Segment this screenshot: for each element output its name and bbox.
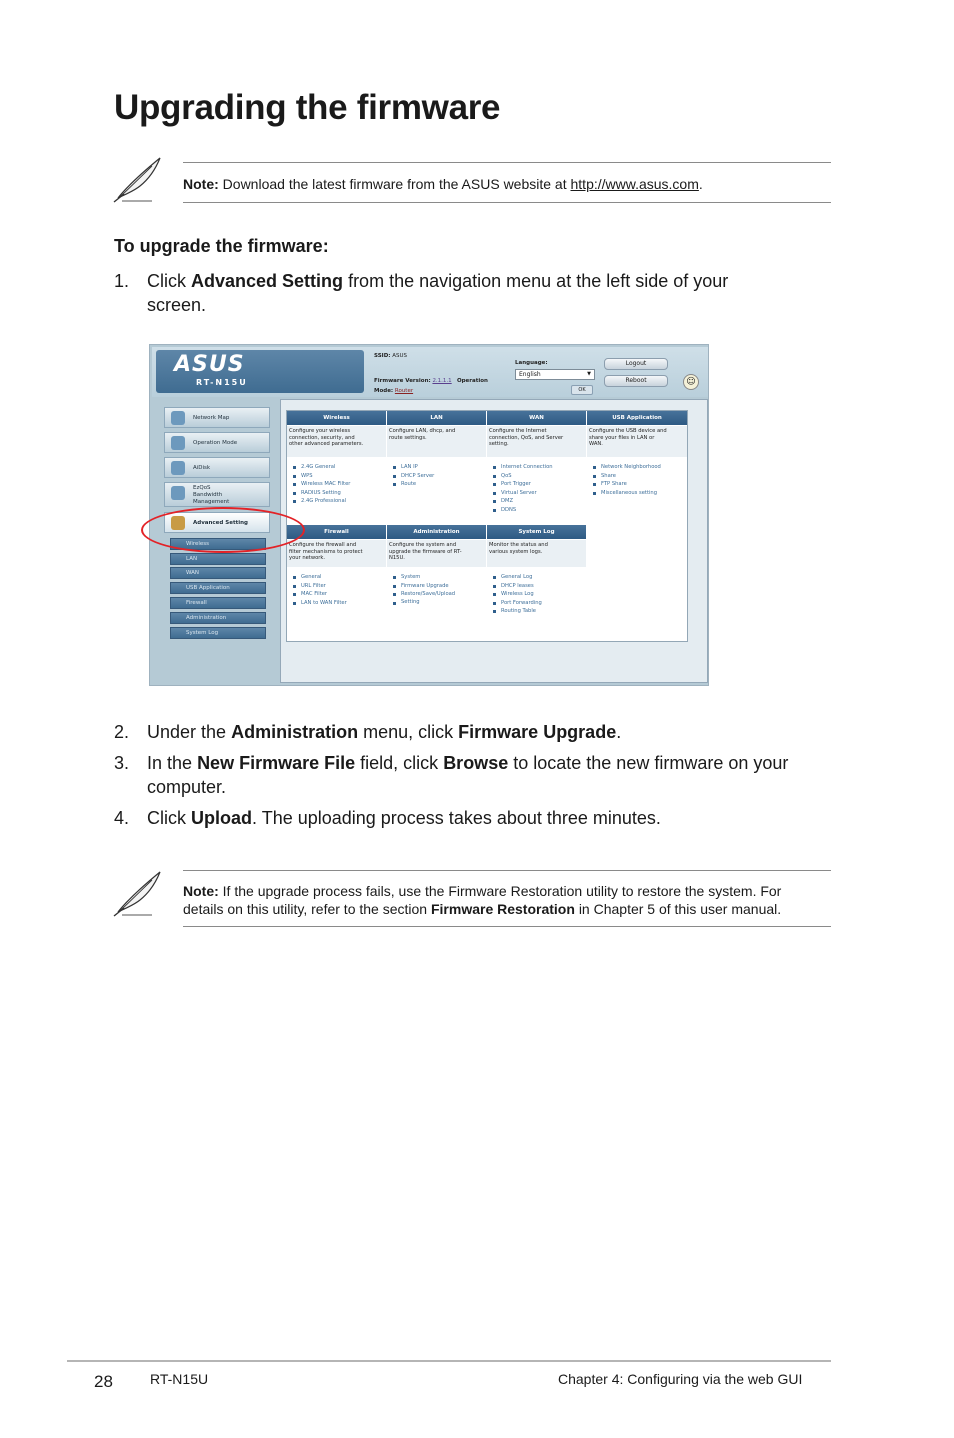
column-head-wireless[interactable]: Wireless <box>287 411 386 425</box>
list-item[interactable]: Port Trigger <box>491 480 583 489</box>
sidebar-item-aidisk[interactable]: AiDisk <box>164 457 270 478</box>
sidebar-item-advanced-setting[interactable]: Advanced Setting <box>164 512 270 533</box>
list-item[interactable]: Share <box>591 472 685 481</box>
subnav-wan[interactable]: WAN <box>170 567 266 579</box>
sidebar-item-operation-mode[interactable]: Operation Mode <box>164 432 270 453</box>
model-name: RT-N15U <box>196 378 248 387</box>
list-item[interactable]: Network Neighborhood <box>591 463 685 472</box>
highlight-ellipse <box>141 507 305 553</box>
wireless-menu-list <box>291 463 383 506</box>
list-item[interactable]: MAC Filter <box>291 590 383 599</box>
list-item[interactable]: LAN IP <box>391 463 483 472</box>
lan-menu-list <box>391 463 483 489</box>
list-item[interactable]: DMZ <box>491 497 583 506</box>
network-map-icon <box>171 411 185 425</box>
operation-mode-icon <box>171 436 185 450</box>
note-2: Note: If the upgrade process fails, use the Firmware Restoration utility to restore the system. For details on this utility, refer to the section Firmware Restoration in Chapter 5 of this user manual. <box>183 883 782 917</box>
list-item[interactable]: RADIUS Setting <box>291 489 383 498</box>
subnav-wireless[interactable]: Wireless <box>170 538 266 550</box>
list-item[interactable]: Routing Table <box>491 607 583 616</box>
column-desc-lan: Configure LAN, dhcp, and route settings. <box>387 426 486 457</box>
list-item[interactable]: System <box>391 573 483 582</box>
system-log-menu-list <box>491 573 583 616</box>
column-desc-administration: Configure the system and upgrade the firmware of RT- N15U. <box>387 540 486 567</box>
list-item[interactable]: Wireless MAC Filter <box>291 480 383 489</box>
reboot-button[interactable]: Reboot <box>604 375 668 387</box>
list-item[interactable]: 2.4G Professional <box>291 497 383 506</box>
column-head-firewall[interactable]: Firewall <box>287 525 386 539</box>
list-item[interactable]: Wireless Log <box>491 590 583 599</box>
procedure-heading: To upgrade the firmware: <box>114 236 329 256</box>
list-item[interactable]: DDNS <box>491 506 583 515</box>
status-smiley-icon: ☺ <box>683 374 699 390</box>
list-item[interactable]: Route <box>391 480 483 489</box>
subnav-system-log[interactable]: System Log <box>170 627 266 639</box>
list-item[interactable]: Internet Connection <box>491 463 583 472</box>
gui-header <box>152 347 708 397</box>
wan-menu-list <box>491 463 583 515</box>
footer-model: RT-N15U <box>150 1371 209 1387</box>
list-item[interactable]: QoS <box>491 472 583 481</box>
column-head-administration[interactable]: Administration <box>387 525 486 539</box>
list-item[interactable]: FTP Share <box>591 480 685 489</box>
list-item[interactable]: Virtual Server <box>491 489 583 498</box>
column-desc-system-log: Monitor the status and various system logs. <box>487 540 586 567</box>
page-title: Upgrading the firmware <box>114 88 501 127</box>
note-top-rule <box>183 870 831 871</box>
column-desc-wan: Configure the Internet connection, QoS, and Server setting. <box>487 426 586 457</box>
list-item[interactable]: General <box>291 573 383 582</box>
step-3: 3. In the New Firmware File field, click Browse to locate the new firmware on your computer. <box>114 753 789 797</box>
note-text: Download the latest firmware from the ASUS website at <box>222 176 567 192</box>
note-top-rule <box>183 162 831 163</box>
main-content-panel <box>280 399 708 683</box>
column-head-system-log[interactable]: System Log <box>487 525 586 539</box>
logout-button[interactable]: Logout <box>604 358 668 370</box>
note-label: Note: <box>183 176 219 192</box>
language-select[interactable]: English ▼ <box>515 369 595 380</box>
firmware-info: Firmware Version: 2.1.1.1 Operation <box>374 378 488 384</box>
administration-menu-list <box>391 573 483 605</box>
firmware-upgrade-link[interactable]: Firmware Upgrade <box>391 582 483 591</box>
note-feather-icon <box>112 154 166 204</box>
ssid-info: SSID: ASUS <box>374 353 408 359</box>
list-item[interactable]: URL Filter <box>291 582 383 591</box>
list-item[interactable]: DHCP Server <box>391 472 483 481</box>
list-item[interactable]: DHCP leases <box>491 582 583 591</box>
ok-button[interactable]: OK <box>571 385 593 395</box>
column-head-wan[interactable]: WAN <box>487 411 586 425</box>
usb-application-menu-list <box>591 463 685 497</box>
page-number: 28 <box>94 1372 113 1391</box>
subnav-lan[interactable]: LAN <box>170 553 266 565</box>
column-desc-wireless: Configure your wireless connection, security, and other advanced parameters. <box>287 426 386 457</box>
firewall-menu-list <box>291 573 383 607</box>
column-head-usb-application[interactable]: USB Application <box>587 411 687 425</box>
ezqos-icon <box>171 486 185 500</box>
language-label: Language: <box>515 360 548 366</box>
asus-logo: ASUS <box>174 352 245 377</box>
subnav-administration[interactable]: Administration <box>170 612 266 624</box>
subnav-usb-application[interactable]: USB Application <box>170 582 266 594</box>
sidebar-item-ezqos[interactable]: EzQoS Bandwidth Management <box>164 482 270 507</box>
note-feather-icon <box>112 868 166 918</box>
column-desc-usb-application: Configure the USB device and share your files in LAN or WAN. <box>587 426 687 457</box>
list-item[interactable]: Port Forwarding <box>491 599 583 608</box>
mode-info: Mode: Router <box>374 388 414 394</box>
asus-logo-banner <box>156 350 364 393</box>
aidisk-icon <box>171 461 185 475</box>
asus-website-link[interactable]: http://www.asus.com <box>570 176 699 192</box>
footer-rule <box>67 1360 831 1362</box>
list-item[interactable]: Miscellaneous setting <box>591 489 685 498</box>
settings-grid <box>286 410 688 642</box>
note-1: Note: Download the latest firmware from the ASUS website at http://www.asus.com. <box>183 176 703 192</box>
note-bottom-rule <box>183 926 831 927</box>
list-item[interactable]: LAN to WAN Filter <box>291 599 383 608</box>
column-desc-firewall: Configure the firewall and filter mechanisms to protect your network. <box>287 540 386 567</box>
subnav-firewall[interactable]: Firewall <box>170 597 266 609</box>
list-item[interactable]: 2.4G General <box>291 463 383 472</box>
list-item[interactable]: Restore/Save/Upload <box>391 590 483 599</box>
step-1: 1. Click Advanced Setting from the navigation menu at the left side of your screen. <box>114 271 729 315</box>
column-head-lan[interactable]: LAN <box>387 411 486 425</box>
step-4: 4. Click Upload. The uploading process takes about three minutes. <box>114 808 661 828</box>
note-bottom-rule <box>183 202 831 203</box>
list-item[interactable]: WPS <box>291 472 383 481</box>
sidebar-item-network-map[interactable]: Network Map <box>164 407 270 428</box>
step-2: 2. Under the Administration menu, click Firmware Upgrade. <box>114 722 622 742</box>
list-item[interactable]: Setting <box>391 599 483 605</box>
list-item[interactable]: General Log <box>491 573 583 582</box>
footer-chapter: Chapter 4: Configuring via the web GUI <box>558 1371 803 1387</box>
